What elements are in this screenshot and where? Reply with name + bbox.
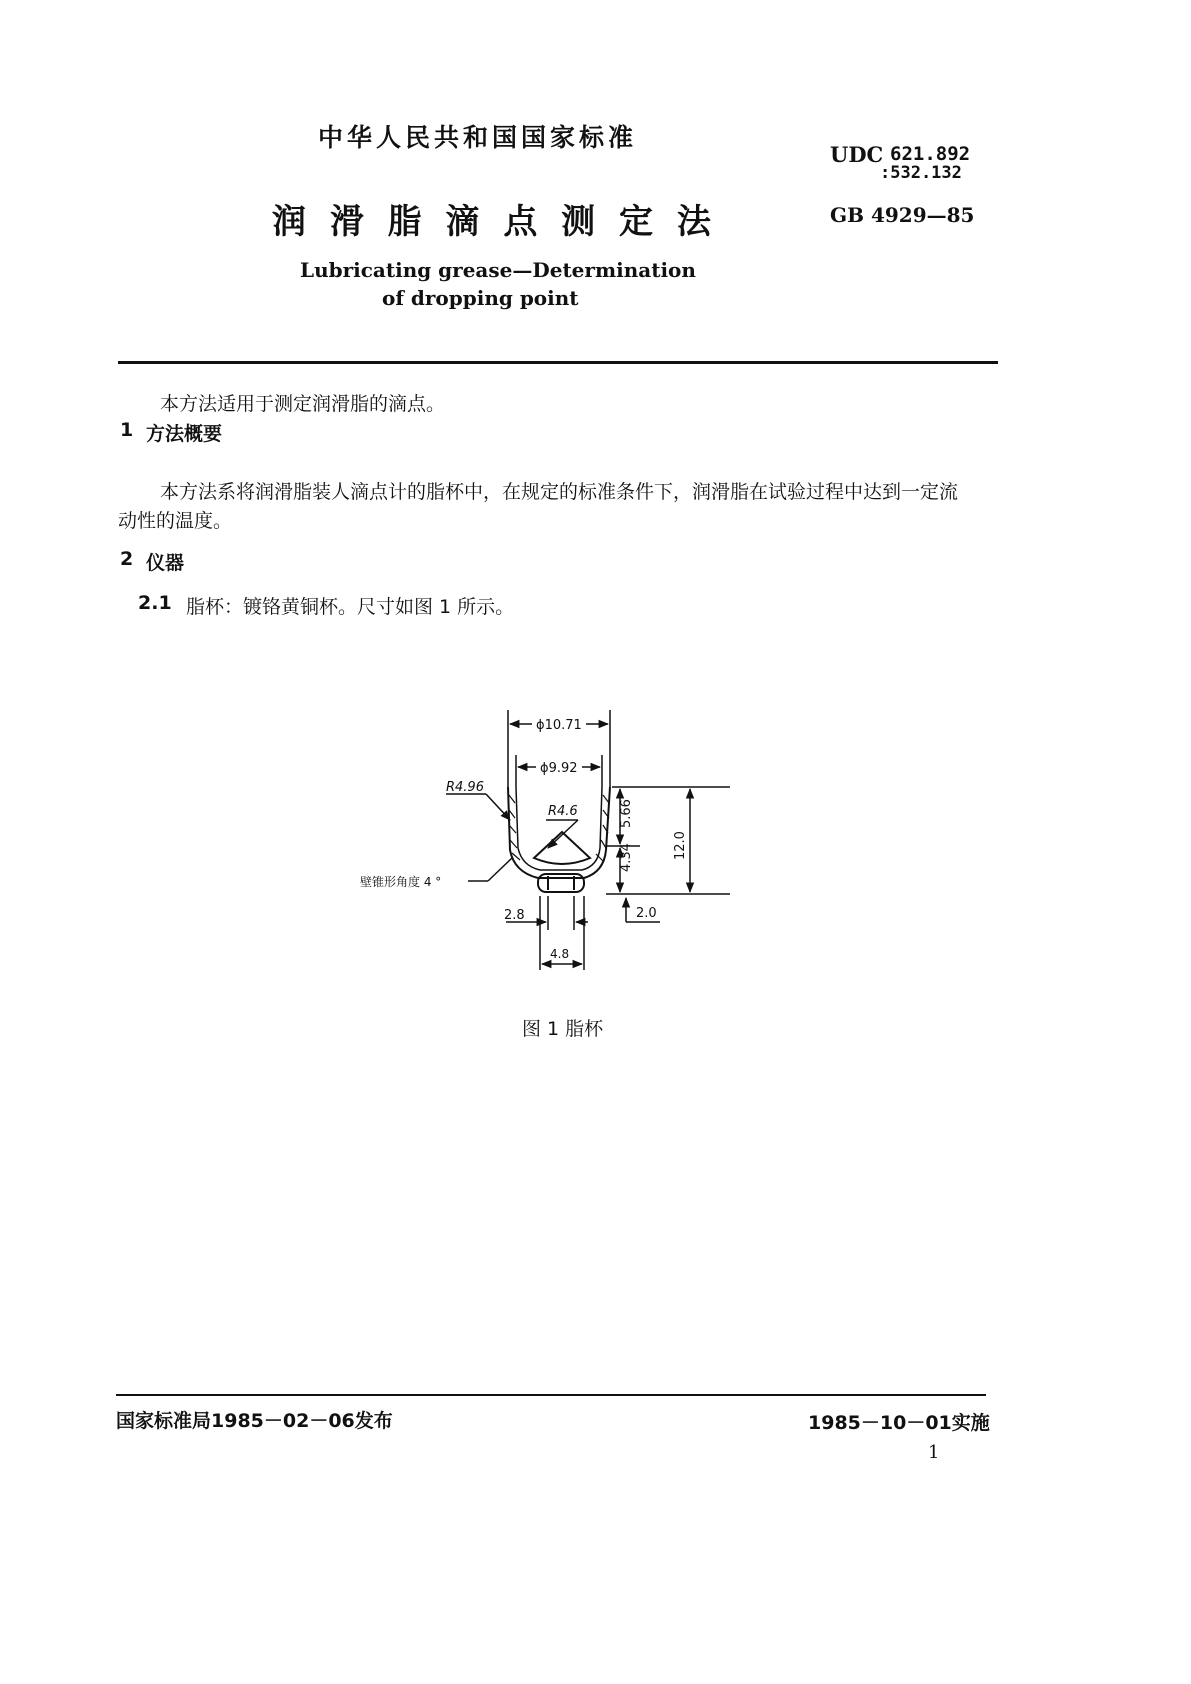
effective-date: 1985－10－01实施 bbox=[808, 1412, 990, 1434]
intro-paragraph: 本方法适用于测定润滑脂的滴点。 bbox=[160, 393, 446, 415]
udc-code-primary: 621.892 bbox=[890, 143, 971, 165]
issue-date: 国家标准局1985－02－06发布 bbox=[116, 1410, 393, 1432]
section-2-number: 2 bbox=[120, 548, 134, 570]
cup-nozzle bbox=[538, 874, 584, 892]
dim-2-0: 2.0 bbox=[636, 906, 657, 921]
taper-angle-note: 壁锥形角度 4 ° bbox=[360, 875, 442, 889]
figure-caption: 图 1 脂杯 bbox=[522, 1018, 604, 1040]
dim-radius-outer: R4.96 bbox=[446, 780, 484, 795]
dim-4-8: 4.8 bbox=[550, 947, 570, 961]
dim-4-34: 4.34 bbox=[619, 843, 634, 872]
item-2-1-number: 2.1 bbox=[138, 592, 172, 614]
dim-5-66: 5.66 bbox=[619, 799, 634, 828]
country-standard-heading: 中华人民共和国国家标准 bbox=[318, 123, 638, 152]
dim-12-0: 12.0 bbox=[673, 831, 688, 860]
document-title-cn: 润 滑 脂 滴 点 测 定 法 bbox=[272, 202, 717, 242]
page-number: 1 bbox=[928, 1442, 940, 1463]
inner-cone bbox=[534, 832, 590, 864]
document-title-en-line2: of dropping point bbox=[382, 286, 579, 310]
gb-standard-number: GB 4929—85 bbox=[830, 203, 975, 227]
section-2-heading: 仪器 bbox=[146, 552, 185, 574]
dim-2-8: 2.8 bbox=[504, 908, 525, 923]
section-1-heading: 方法概要 bbox=[146, 423, 223, 445]
dim-inner-diameter: ϕ9.92 bbox=[540, 761, 578, 776]
dim-outer-diameter: ϕ10.71 bbox=[536, 718, 582, 733]
udc-label: UDC bbox=[830, 142, 884, 167]
section-1-number: 1 bbox=[120, 419, 134, 441]
section-1-paragraph-line1: 本方法系将润滑脂装人滴点计的脂杯中，在规定的标准条件下，润滑脂在试验过程中达到一定流 bbox=[160, 481, 959, 503]
dim-radius-inner: R4.6 bbox=[548, 804, 578, 819]
section-1-paragraph-line2: 动性的温度。 bbox=[118, 510, 233, 532]
document-title-en-line1: Lubricating grease—Determination bbox=[300, 258, 696, 282]
item-2-1-text: 脂杯：镀铬黄铜杯。尺寸如图 1 所示。 bbox=[186, 596, 515, 618]
footer-divider bbox=[116, 1394, 986, 1396]
udc-code-secondary: :532.132 bbox=[880, 163, 962, 183]
